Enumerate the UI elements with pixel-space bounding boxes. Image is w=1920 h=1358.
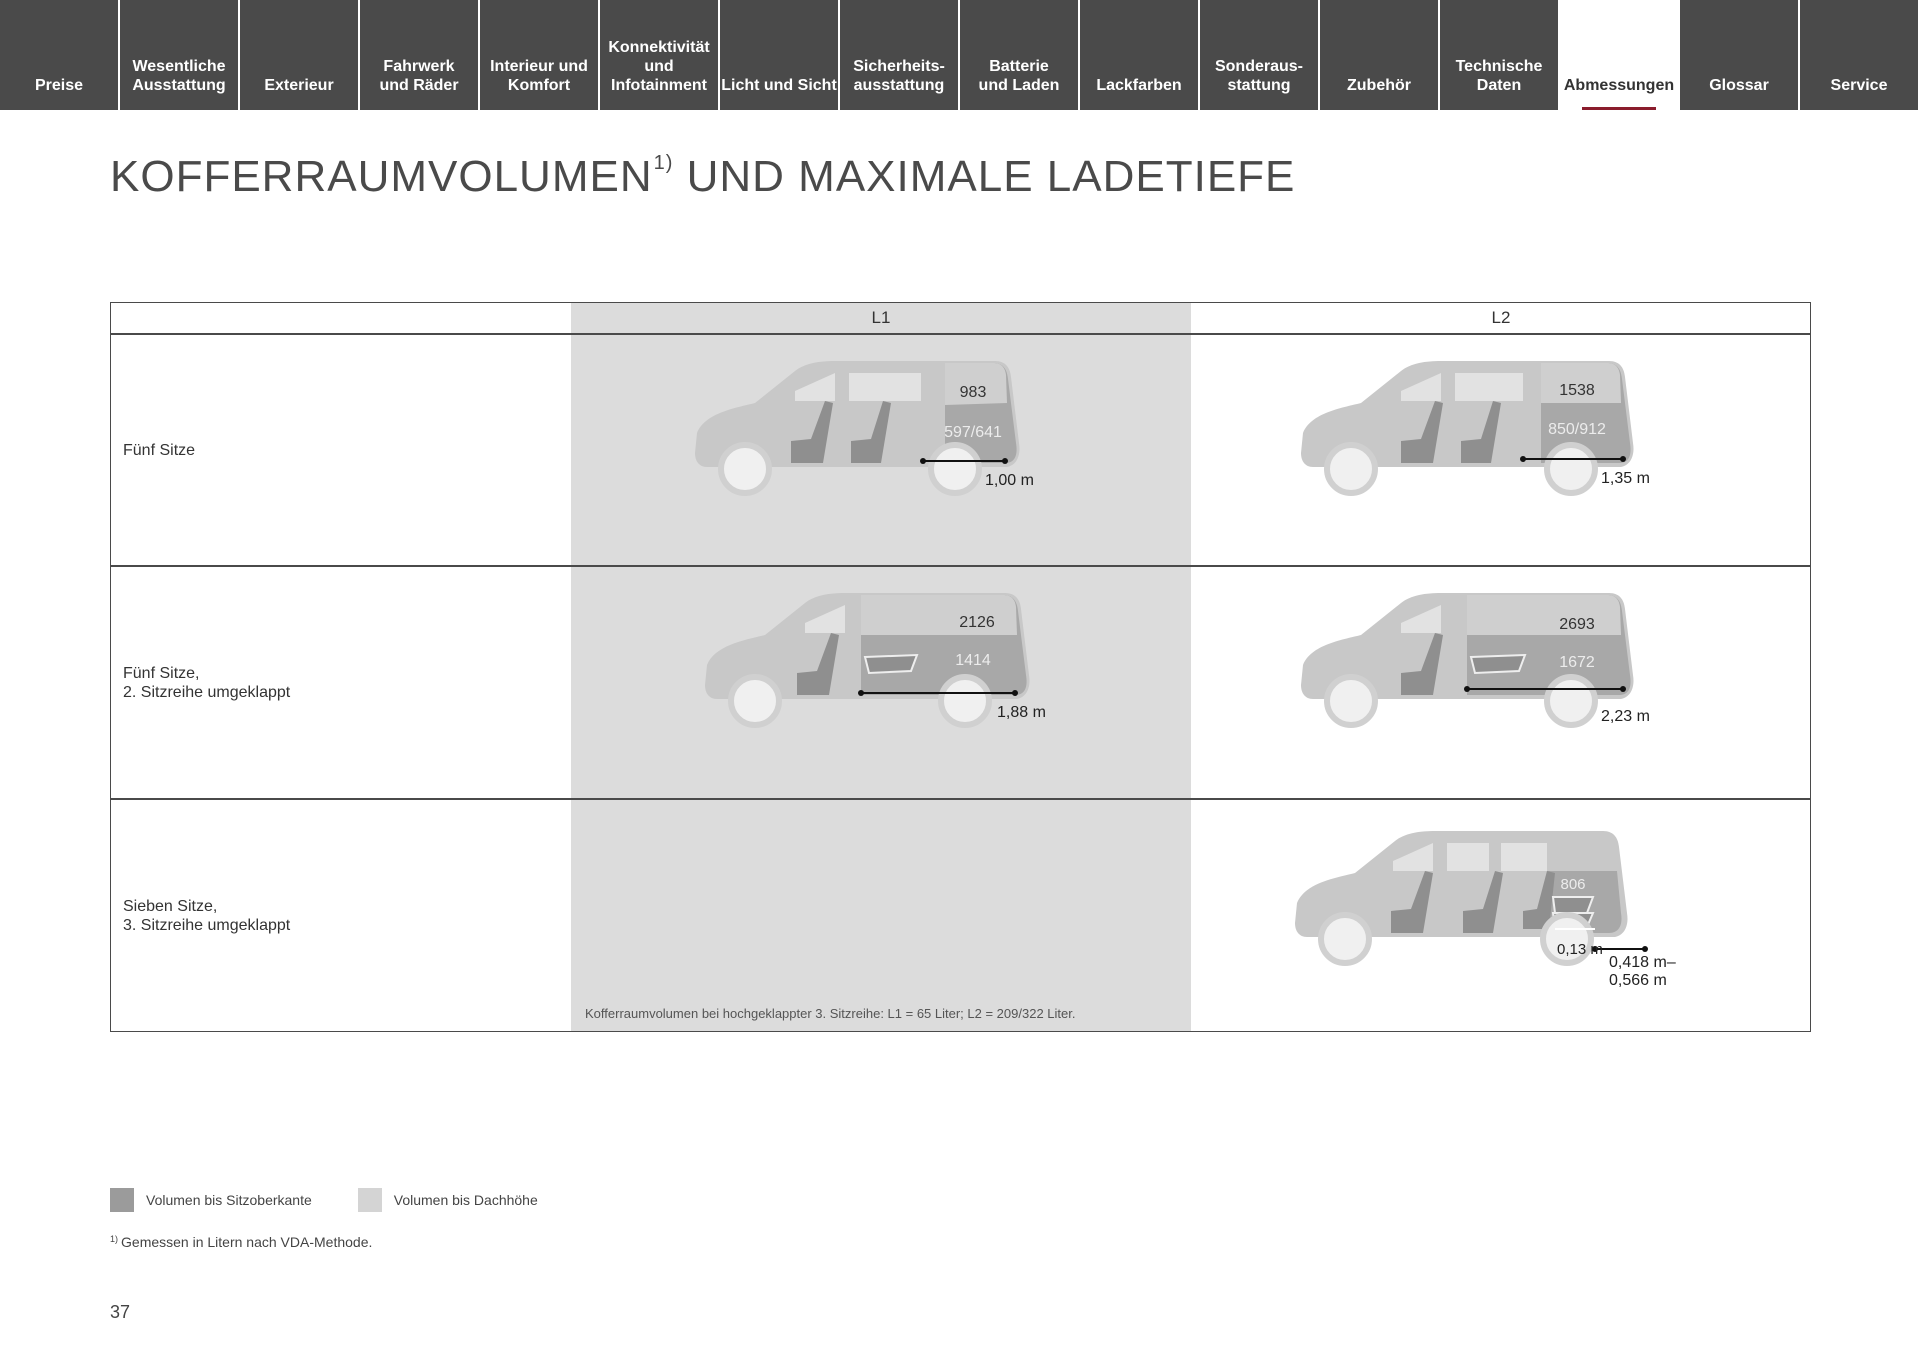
tab-sicherheitsausstattung[interactable]: Sicherheits- ausstattung	[840, 0, 958, 110]
title-footnote-marker: 1)	[653, 152, 674, 174]
volume-seat-value: 1672	[1559, 654, 1595, 671]
footnote-text: Gemessen in Litern nach VDA-Methode.	[121, 1234, 373, 1250]
legend-label-roof: Volumen bis Dachhöhe	[393, 1192, 538, 1208]
title-rest: UND MAXIMALE LADETIEFE	[673, 152, 1296, 201]
van-diagram-l2-second-row-folded	[1291, 575, 1671, 775]
legend-item-roof	[358, 1188, 538, 1212]
tab-abmessungen[interactable]: Abmessungen	[1560, 0, 1678, 110]
tab-service[interactable]: Service	[1800, 0, 1918, 110]
van-diagram-l2-seven-seats	[1283, 813, 1683, 1023]
legend-label-seat: Volumen bis Sitzoberkante	[146, 1192, 312, 1208]
tab-sonderausstattung[interactable]: Sonderaus- stattung	[1200, 0, 1318, 110]
load-depth-value: 1,35 m	[1601, 470, 1650, 487]
column-header-l2: L2	[1491, 308, 1511, 327]
tab-preise[interactable]: Preise	[0, 0, 118, 110]
van-diagram-l1-five-seats	[685, 343, 1065, 543]
tab-licht-und-sicht[interactable]: Licht und Sicht	[720, 0, 838, 110]
legend-swatch-seat	[110, 1188, 134, 1212]
row-label-fuenf-sitze-umgeklappt: Fünf Sitze, 2. Sitzreihe umgeklappt	[123, 665, 291, 701]
row-label-fuenf-sitze: Fünf Sitze	[123, 442, 196, 459]
volume-seat-value: 850/912	[1548, 421, 1606, 438]
load-depth-small-value: 0,13 m	[1557, 941, 1603, 958]
load-depth-range-end: 0,566 m	[1609, 972, 1667, 989]
row-label-sieben-sitze: Sieben Sitze, 3. Sitzreihe umgeklappt	[123, 898, 291, 934]
footnote-marker: 1)	[110, 1234, 119, 1244]
volume-roof-value: 983	[959, 384, 987, 401]
tab-batterie[interactable]: Batterie und Laden	[960, 0, 1078, 110]
van-diagram-l1-second-row-folded	[685, 575, 1065, 775]
divider	[111, 565, 1810, 567]
legend-item-seat	[110, 1188, 312, 1212]
volume-roof-value: 1538	[1559, 382, 1595, 399]
load-depth-value: 1,00 m	[985, 472, 1034, 489]
volume-seat-value: 1414	[955, 652, 991, 669]
volume-roof-value: 806	[1560, 876, 1586, 893]
top-navigation	[0, 0, 1920, 110]
boot-volume-table	[110, 302, 1811, 1032]
load-depth-value: 2,23 m	[1601, 708, 1650, 725]
load-depth-range-start: 0,418 m–	[1609, 954, 1676, 971]
tab-interieur[interactable]: Interieur und Komfort	[480, 0, 598, 110]
tab-konnektivitaet[interactable]: Konnektivität und Infotainment	[600, 0, 718, 110]
divider	[111, 798, 1810, 800]
load-depth-value: 1,88 m	[997, 704, 1046, 721]
column-header-l1: L1	[871, 308, 891, 327]
tab-lackfarben[interactable]: Lackfarben	[1080, 0, 1198, 110]
tab-wesentliche-ausstattung[interactable]: Wesentliche Ausstattung	[120, 0, 238, 110]
legend	[110, 1188, 584, 1212]
volume-seat-value: 597/641	[944, 424, 1002, 441]
tab-zubehoer[interactable]: Zubehör	[1320, 0, 1438, 110]
page-title	[110, 152, 1295, 202]
tab-technische-daten[interactable]: Technische Daten	[1440, 0, 1558, 110]
tab-glossar[interactable]: Glossar	[1680, 0, 1798, 110]
legend-swatch-roof	[358, 1188, 382, 1212]
tab-exterieur[interactable]: Exterieur	[240, 0, 358, 110]
tab-fahrwerk[interactable]: Fahrwerk und Räder	[360, 0, 478, 110]
page-number: 37	[110, 1302, 131, 1322]
footnote	[110, 1234, 372, 1250]
volume-roof-value: 2693	[1559, 616, 1595, 633]
third-row-note: Kofferraumvolumen bei hochgeklappter 3. Sitzreihe: L1 = 65 Liter; L2 = 209/322 Liter.	[585, 1006, 1076, 1021]
van-diagram-l2-five-seats	[1291, 343, 1671, 543]
title-main: KOFFERRAUMVOLUMEN	[110, 152, 653, 201]
divider	[111, 333, 1810, 335]
volume-roof-value: 2126	[959, 614, 995, 631]
